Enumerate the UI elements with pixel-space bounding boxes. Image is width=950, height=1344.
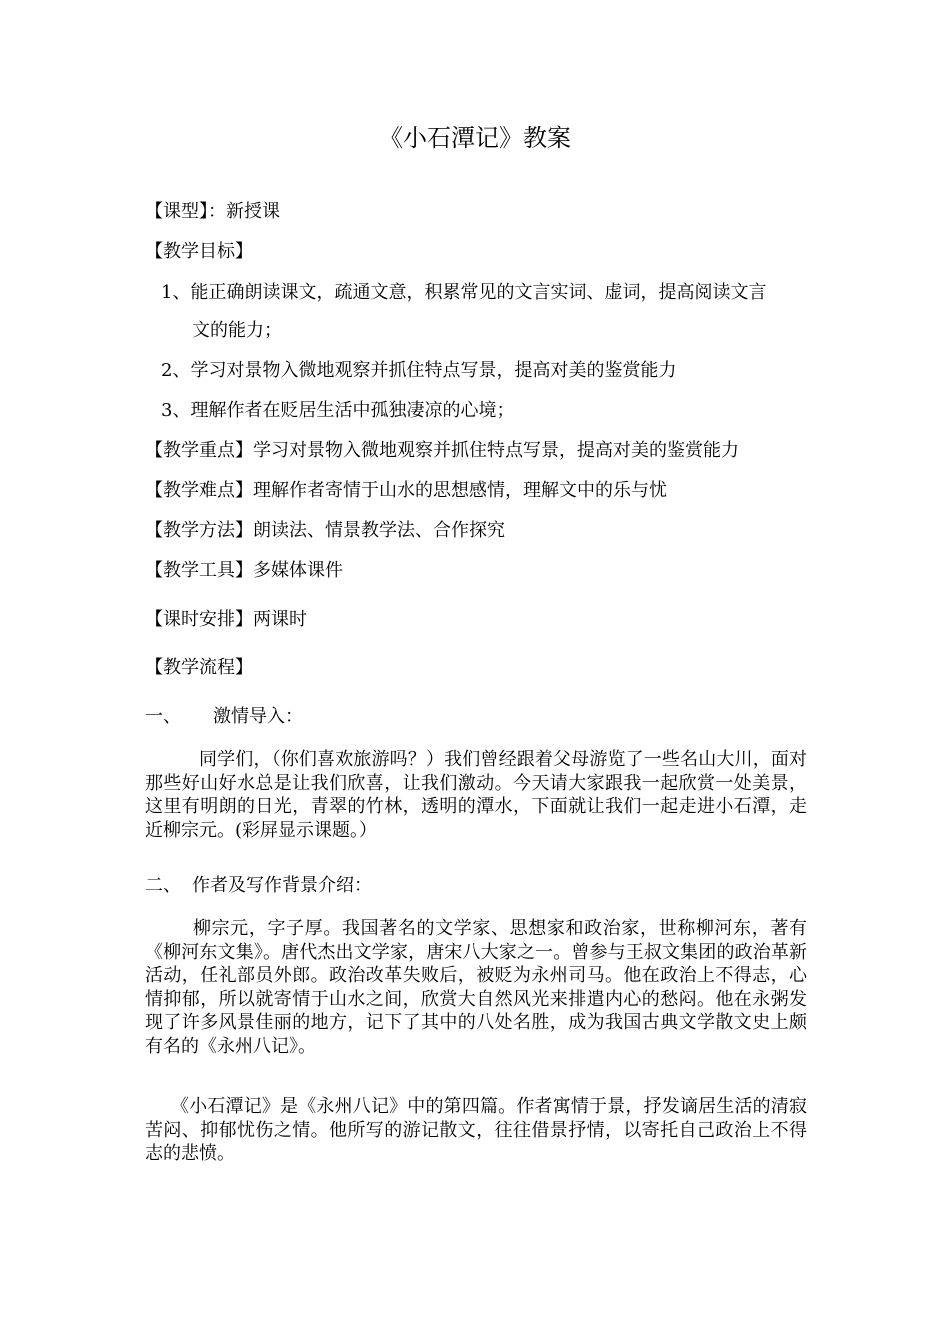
objective-item-1: 1、能正确朗读课文，疏通文意，积累常见的文言实词、虚词，提高阅读文言 <box>161 282 767 303</box>
process-heading: 【教学流程】 <box>145 657 253 678</box>
objective-item-3: 3、理解作者在贬居生活中孤独凄凉的心境； <box>161 400 515 421</box>
document-title: 《小石潭记》教案 <box>379 124 571 152</box>
objective-item-2: 2、学习对景物入微地观察并抓住特点写景，提高对美的鉴赏能力 <box>161 360 677 381</box>
difficulties: 【教学难点】理解作者寄情于山水的思想感情，理解文中的乐与忧 <box>145 480 667 501</box>
section-2-number: 二、 <box>145 875 181 896</box>
section-1-number: 一、 <box>145 706 181 727</box>
section-2-paragraph-2: 《小石潭记》是《永州八记》中的第四篇。作者寓情于景，抒发谪居生活的清寂苦闷、抑郁忧伤之情。他所写的游记散文，往往借景抒情，以寄托自己政治上不得志的悲愤。 <box>145 1096 807 1164</box>
section-2-paragraph-1: 柳宗元，字子厚。我国著名的文学家、思想家和政治家，世称柳河东，著有《柳河东文集》。唐代杰出文学家，唐宋八大家之一。曾参与王叔文集团的政治革新活动，任礼部员外郎。政治改革失败后，被贬为永州司马。他在政治上不得志，心情抑郁，所以就寄情于山水之间，欣赏大自然风光来排遣内心的愁闷。他在永粥发现了许多风景佳丽的地方，记下了其中的八处名胜，成为我国古典文学散文史上颇有名的《永州八记》。 <box>145 918 807 1057</box>
teaching-methods: 【教学方法】朗读法、情景教学法、合作探究 <box>145 520 505 541</box>
lesson-type: 【课型】：新授课 <box>145 201 280 222</box>
key-points: 【教学重点】学习对景物入微地观察并抓住特点写景，提高对美的鉴赏能力 <box>145 440 739 461</box>
class-schedule: 【课时安排】两课时 <box>145 609 307 630</box>
section-1-paragraph: 同学们，（你们喜欢旅游吗？）我们曾经跟着父母游览了一些名山大川，面对那些好山好水总是让我们欣喜，让我们激动。今天请大家跟我一起欣赏一处美景，这里有明朗的日光，青翠的竹林，透明的潭水，下面就让我们一起走进小石潭，走近柳宗元。(彩屏显示课题。） <box>145 749 807 841</box>
objective-item-1-continued: 文的能力； <box>192 320 282 341</box>
teaching-tools: 【教学工具】多媒体课件 <box>145 560 343 581</box>
objectives-heading: 【教学目标】 <box>145 241 253 262</box>
section-1-heading: 激情导入： <box>213 706 303 727</box>
section-2-heading: 作者及写作背景介绍： <box>192 875 372 896</box>
